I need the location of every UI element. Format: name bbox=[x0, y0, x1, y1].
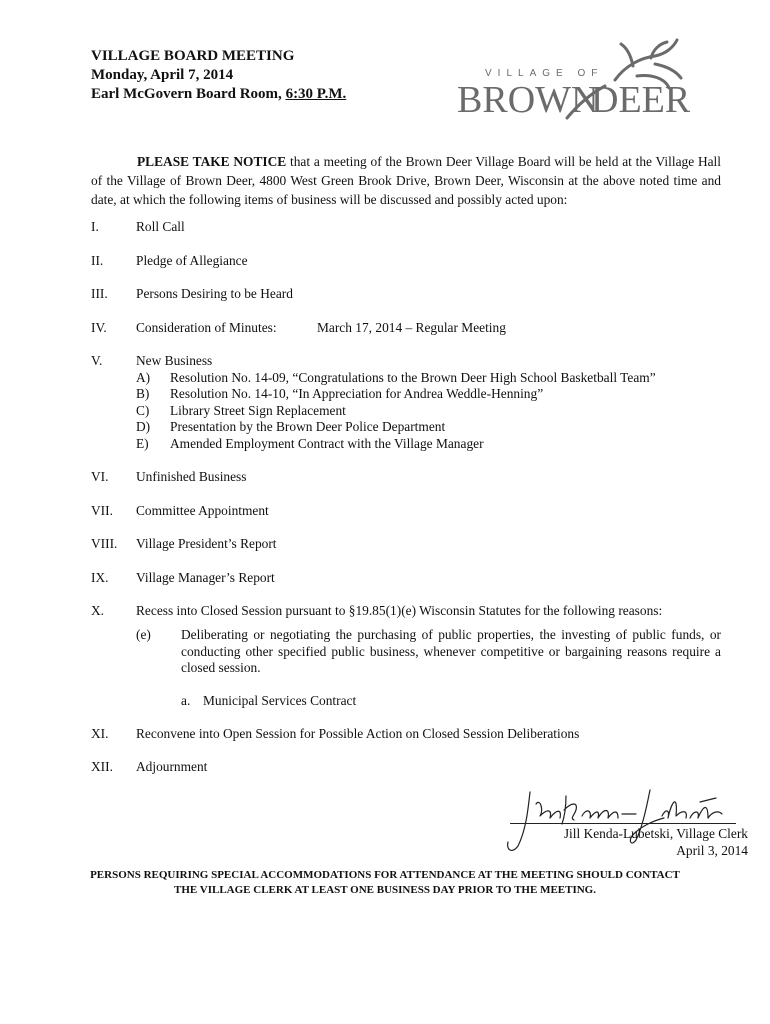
meeting-time: 6:30 P.M. bbox=[285, 86, 347, 102]
item-number: XII. bbox=[91, 759, 113, 774]
item-text: Village Manager’s Report bbox=[136, 570, 275, 585]
sub-item-letter: B) bbox=[136, 386, 150, 401]
notice-body: that a meeting of the Brown Deer Village Board will be held at the Village Hall of the Village of Brown Deer, 4800 West Green Brook Drive, Brown Deer, Wisconsin at the above noted time and date, at which the following items of business will be discussed and possibly acted upon: bbox=[91, 154, 721, 207]
svg-text:VILLAGE OF: VILLAGE OF bbox=[485, 68, 604, 79]
item-text: Unfinished Business bbox=[136, 469, 247, 484]
item-text: Reconvene into Open Session for Possible Action on Closed Session Deliberations bbox=[136, 726, 580, 741]
signature-line bbox=[510, 823, 736, 824]
accommodation-notice bbox=[80, 868, 690, 898]
item-number: IV. bbox=[91, 320, 107, 335]
item-number: II. bbox=[91, 253, 104, 268]
reason-text: Deliberating or negotiating the purchasing of public properties, the investing of public funds, or conducting other specified public business, whenever competitive or bargaining reasons require a closed session. bbox=[181, 627, 721, 675]
sub-item-text: Library Street Sign Replacement bbox=[170, 403, 346, 418]
meeting-location bbox=[91, 85, 346, 104]
item-number: X. bbox=[91, 603, 105, 618]
item-text: Pledge of Allegiance bbox=[136, 253, 248, 268]
sub-item-text: Municipal Services Contract bbox=[203, 693, 357, 708]
item-number: I. bbox=[91, 219, 99, 234]
item-number: VIII. bbox=[91, 536, 118, 551]
item-text: Committee Appointment bbox=[136, 503, 269, 518]
item-number: III. bbox=[91, 286, 108, 301]
meeting-date: Monday, April 7, 2014 bbox=[91, 67, 234, 83]
item-number: VI. bbox=[91, 469, 109, 484]
brown-deer-logo bbox=[455, 36, 690, 120]
svg-text:DEER: DEER bbox=[591, 79, 690, 120]
reason-letter: (e) bbox=[136, 627, 151, 642]
accommodation-line-1: PERSONS REQUIRING SPECIAL ACCOMMODATIONS FOR ATTENDANCE AT THE MEETING SHOULD CONTACT bbox=[90, 869, 680, 881]
item-text: Village President’s Report bbox=[136, 536, 277, 551]
notice-paragraph bbox=[91, 152, 721, 209]
sub-item-letter: C) bbox=[136, 403, 150, 418]
sub-item-letter: E) bbox=[136, 436, 149, 451]
item-text: New Business bbox=[136, 353, 213, 368]
item-number: IX. bbox=[91, 570, 109, 585]
clerk-name: Jill Kenda-Lubetski, Village Clerk bbox=[563, 826, 748, 841]
item-text: Persons Desiring to be Heard bbox=[136, 286, 293, 301]
sub-item-text: Resolution No. 14-10, “In Appreciation for Andrea Weddle-Henning” bbox=[170, 386, 544, 401]
minutes-value: March 17, 2014 – Regular Meeting bbox=[317, 320, 506, 335]
sub-item-letter: D) bbox=[136, 419, 151, 434]
item-text: Roll Call bbox=[136, 219, 185, 234]
sub-item-text: Resolution No. 14-09, “Congratulations to the Brown Deer High School Basketball Team” bbox=[170, 370, 656, 385]
item-text: Recess into Closed Session pursuant to §19.85(1)(e) Wisconsin Statutes for the following reasons: bbox=[136, 603, 663, 618]
sub-item-letter: a. bbox=[181, 693, 191, 708]
item-number: V. bbox=[91, 353, 103, 368]
notice-lead: PLEASE TAKE NOTICE bbox=[137, 154, 287, 169]
item-text: Adjournment bbox=[136, 759, 208, 774]
item-number: XI. bbox=[91, 726, 109, 741]
accommodation-line-2: THE VILLAGE CLERK AT LEAST ONE BUSINESS DAY PRIOR TO THE MEETING. bbox=[173, 884, 596, 896]
sub-item-letter: A) bbox=[136, 370, 151, 385]
item-number: VII. bbox=[91, 503, 113, 518]
item-text: Consideration of Minutes: bbox=[136, 320, 277, 335]
sub-item-text: Amended Employment Contract with the Village Manager bbox=[170, 436, 484, 451]
sub-item-text: Presentation by the Brown Deer Police Department bbox=[170, 419, 446, 434]
meeting-title: VILLAGE BOARD MEETING bbox=[91, 48, 295, 64]
svg-text:BROWN: BROWN bbox=[457, 79, 599, 120]
signature-date: April 3, 2014 bbox=[676, 843, 748, 858]
meeting-header bbox=[91, 47, 346, 104]
meeting-room: Earl McGovern Board Room, bbox=[91, 86, 286, 102]
